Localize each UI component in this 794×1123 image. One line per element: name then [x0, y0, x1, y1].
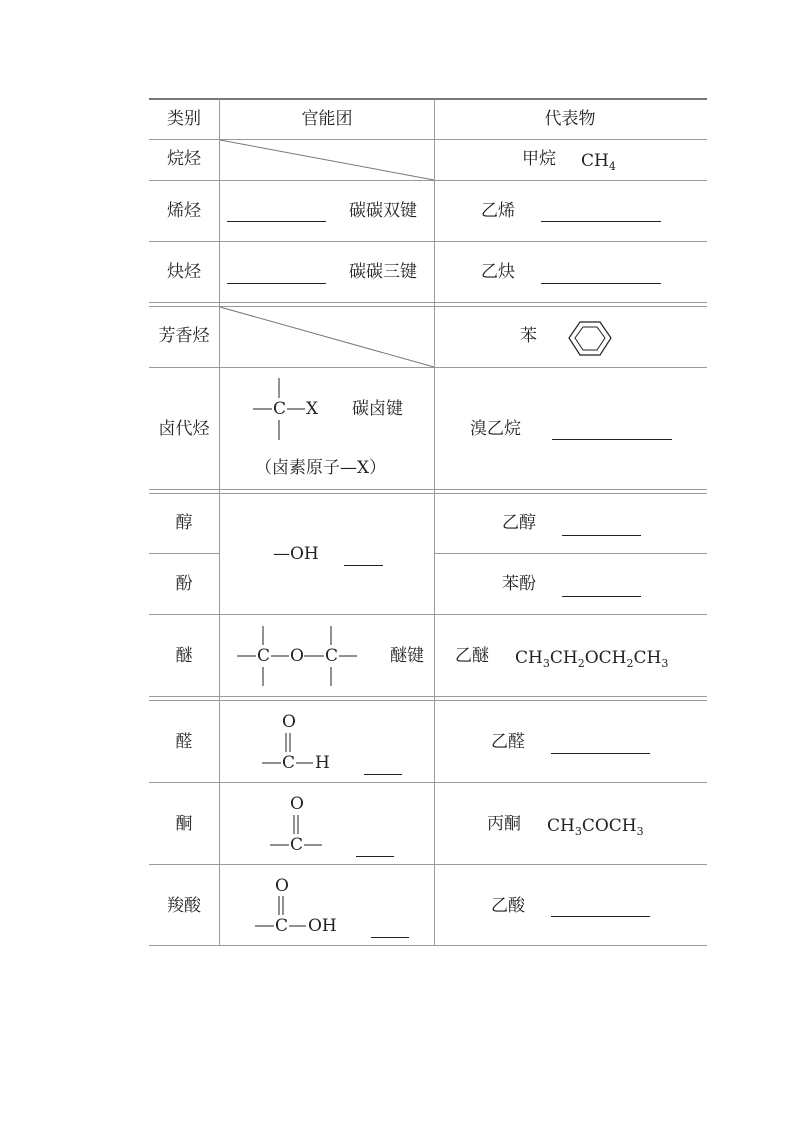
example-acid-name: 乙酸	[491, 896, 525, 916]
example-haloalkane-name: 溴乙烷	[470, 419, 521, 439]
category-alcohol: 醇	[175, 513, 193, 533]
category-alkene: 烯烃	[167, 201, 201, 221]
example-phenol-name: 苯酚	[502, 574, 536, 594]
category-alkane: 烷烃	[167, 149, 201, 169]
header-example: 代表物	[544, 109, 596, 129]
example-alkane-name: 甲烷	[522, 149, 556, 169]
example-ketone-formula: $CH_3COCH_3$	[547, 816, 644, 838]
category-ketone: 酮	[175, 814, 193, 834]
halo-atom-x: X	[306, 399, 319, 419]
category-acid: 羧酸	[167, 896, 201, 916]
acid-atom-c: C	[275, 916, 289, 936]
ether-atom-c2: C	[325, 646, 339, 666]
example-ether-name: 乙醚	[455, 646, 489, 666]
category-alkyne: 炔烃	[167, 262, 201, 282]
blank-acid-formula[interactable]	[551, 916, 650, 917]
aldehyde-atom-o: O	[282, 712, 296, 732]
group-alkene-name: 碳碳双键	[349, 201, 417, 221]
example-alkane-formula: $CH_4$	[581, 151, 616, 173]
ketone-atom-o: O	[290, 794, 304, 814]
example-alkene-name: 乙烯	[481, 201, 515, 221]
example-alkyne-name: 乙炔	[481, 262, 515, 282]
aldehyde-atom-c: C	[282, 753, 296, 773]
ketone-atom-c: C	[290, 835, 304, 855]
example-ether-formula: $CH_3CH_2OCH_2CH_3$	[515, 648, 669, 670]
category-aromatic: 芳香烃	[158, 326, 210, 346]
acid-atom-oh: OH	[308, 916, 337, 936]
ether-atom-c1: C	[257, 646, 271, 666]
halo-atom-c: C	[273, 399, 287, 419]
group-alkyne-name: 碳碳三键	[349, 262, 417, 282]
aldehyde-atom-h: H	[315, 753, 330, 773]
example-aromatic-name: 苯	[520, 326, 537, 346]
category-haloalkane: 卤代烃	[158, 419, 210, 439]
acid-atom-o: O	[275, 876, 289, 896]
category-ether: 醚	[175, 646, 193, 666]
group-hydroxyl-formula: —OH	[273, 544, 319, 564]
example-ketone-name: 丙酮	[487, 814, 521, 834]
group-ether-name: 醚键	[390, 646, 424, 666]
header-category: 类别	[167, 109, 201, 129]
group-haloalkane-note: （卤素原子—X）	[255, 458, 387, 478]
example-aldehyde-name: 乙醛	[491, 732, 525, 752]
blank-acid-name[interactable]	[371, 937, 409, 938]
group-haloalkane-name: 碳卤键	[352, 399, 403, 419]
example-alcohol-name: 乙醇	[502, 513, 536, 533]
ether-atom-o: O	[290, 646, 304, 666]
category-aldehyde: 醛	[175, 732, 193, 752]
category-phenol: 酚	[175, 574, 193, 594]
header-functional-group: 官能团	[301, 109, 353, 129]
